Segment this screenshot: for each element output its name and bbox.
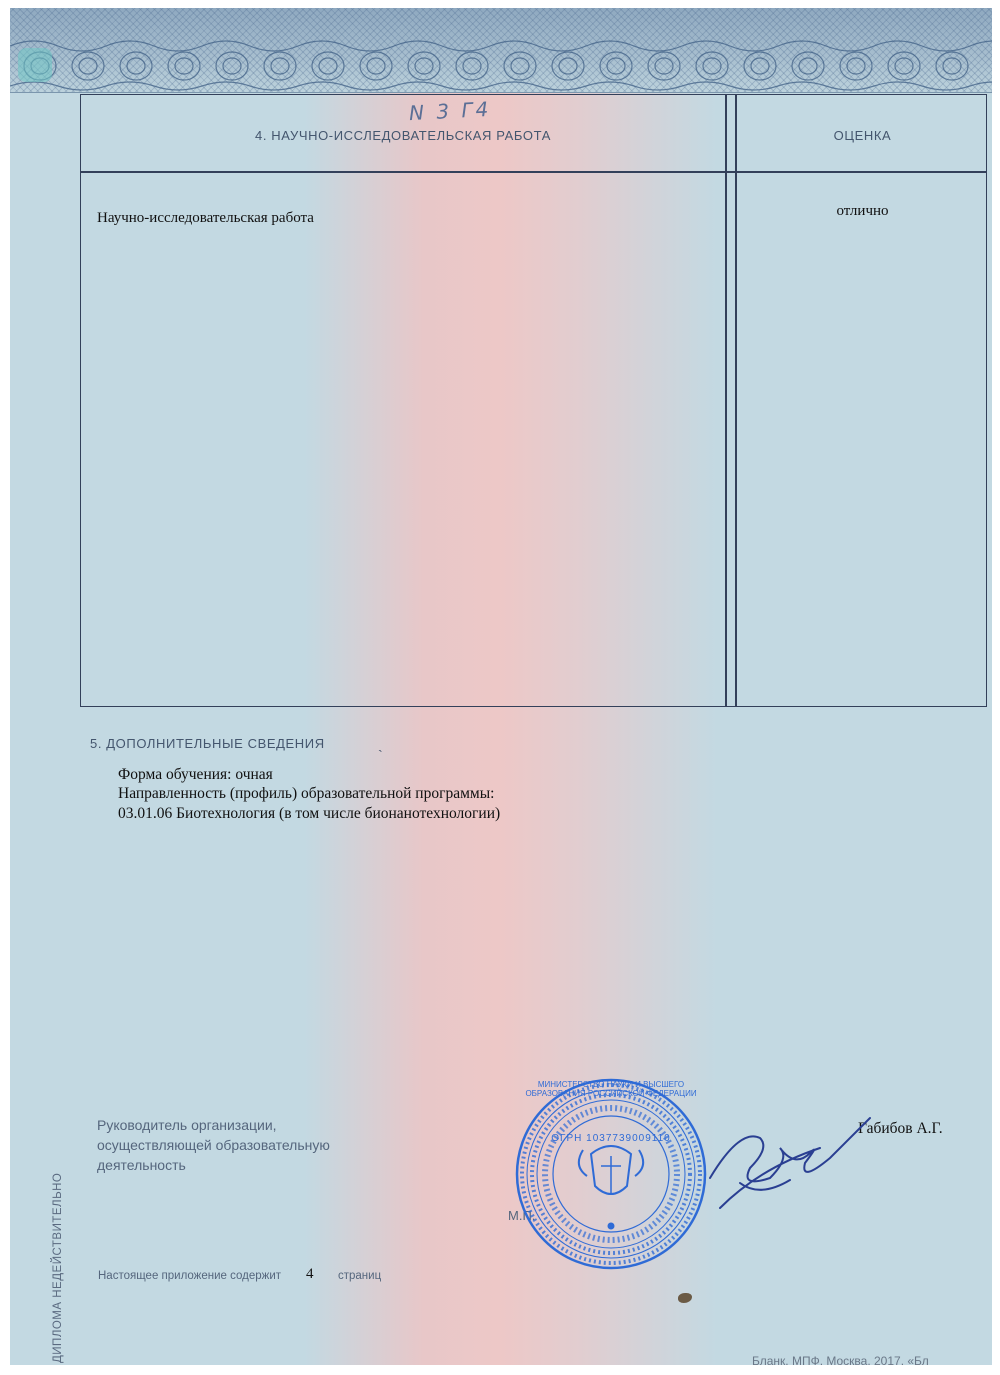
seal-ring-text: МИНИСТЕРСТВО НАУКИ И ВЫСШЕГО ОБРАЗОВАНИЯ РОССИЙСКОЙ ФЕДЕРАЦИИ xyxy=(525,1080,697,1098)
seal-ogrn-text: ОГРН 1037739009110 xyxy=(551,1133,671,1144)
table-header-work: 4. НАУЧНО-ИССЛЕДОВАТЕЛЬСКАЯ РАБОТА xyxy=(255,128,551,143)
info-line: 03.01.06 Биотехнология (в том числе бионанотехнологии) xyxy=(118,805,501,822)
table-header-divider xyxy=(81,171,986,173)
signature xyxy=(700,1108,880,1218)
table-divider xyxy=(725,95,727,706)
guilloche-rosettes xyxy=(10,8,992,92)
table-divider xyxy=(735,95,737,706)
head-label: Руководитель организации, xyxy=(97,1117,277,1133)
head-name: Габибов А.Г. xyxy=(858,1120,943,1137)
research-work-table xyxy=(80,94,987,707)
seal-graphic xyxy=(513,1076,709,1272)
info-line: Форма обучения: очная xyxy=(118,766,273,783)
stamp-place-label: М.П. xyxy=(508,1208,536,1223)
table-cell-grade: отлично xyxy=(836,203,889,219)
document-sheet xyxy=(10,8,992,1365)
signature-scribble xyxy=(700,1108,880,1218)
table-header-grade: ОЦЕНКА xyxy=(833,128,892,143)
handwritten-number: N 3 Г4 xyxy=(408,96,492,126)
tick-mark: ˎ xyxy=(378,738,383,753)
ink-spot xyxy=(678,1293,692,1303)
section-title-additional: 5. ДОПОЛНИТЕЛЬНЫЕ СВЕДЕНИЯ xyxy=(90,736,325,751)
head-label: осуществляющей образовательную xyxy=(97,1137,330,1153)
official-seal xyxy=(513,1076,709,1272)
pages-suffix: страниц xyxy=(338,1270,382,1282)
pages-count: 4 xyxy=(306,1266,314,1282)
guilloche-border xyxy=(10,8,992,93)
head-label: деятельность xyxy=(97,1157,186,1173)
info-line: Направленность (профиль) образовательной программы: xyxy=(118,785,495,802)
table-cell-work: Научно-исследовательская работа xyxy=(97,210,314,226)
pages-prefix: Настоящее приложение содержит xyxy=(98,1270,282,1282)
side-validity-text: ДИПЛОМА НЕДЕЙСТВИТЕЛЬНО xyxy=(52,1172,64,1363)
footer-print-info: Бланк. МПФ. Москва. 2017. «Бл xyxy=(752,1354,929,1365)
